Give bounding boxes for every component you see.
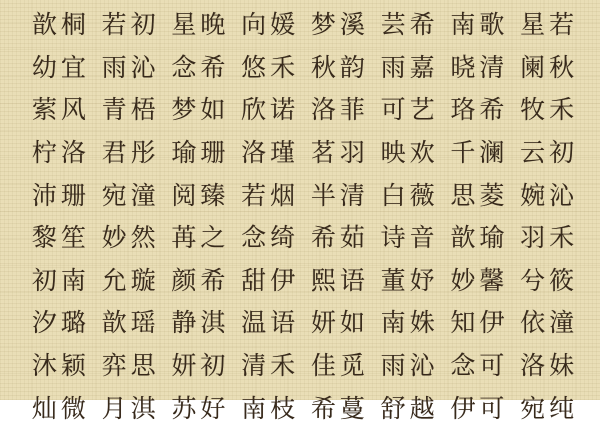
name-item: 熙语: [310, 267, 369, 295]
name-item: 希茹: [310, 225, 369, 253]
name-item: 阑秋: [520, 54, 579, 82]
name-item: 妍如: [310, 310, 369, 338]
name-item: 梦如: [171, 97, 230, 125]
name-item: 雨沁: [101, 54, 160, 82]
name-item: 兮筱: [520, 267, 579, 295]
name-item: 青梧: [101, 97, 160, 125]
name-item: 星若: [520, 12, 579, 40]
name-item: 南歌: [450, 12, 509, 40]
name-item: 念绮: [241, 225, 300, 253]
name-item: 南姝: [380, 310, 439, 338]
name-item: 千澜: [450, 140, 509, 168]
name-item: 半清: [310, 182, 369, 210]
name-item: 依潼: [520, 310, 579, 338]
name-item: 洛瑾: [241, 140, 300, 168]
name-item: 歆桐: [31, 12, 90, 40]
name-item: 汐璐: [31, 310, 90, 338]
name-item: 欣诺: [241, 97, 300, 125]
name-item: 歆瑶: [101, 310, 160, 338]
name-item: 茗羽: [310, 140, 369, 168]
name-item: 苒之: [171, 225, 230, 253]
name-item: 苏好: [171, 395, 230, 423]
name-item: 悠禾: [241, 54, 300, 82]
name-item: 阅臻: [171, 182, 230, 210]
name-item: 温语: [241, 310, 300, 338]
name-item: 向媛: [241, 12, 300, 40]
name-item: 若烟: [241, 182, 300, 210]
name-item: 希蔓: [310, 395, 369, 423]
name-item: 柠洛: [31, 140, 90, 168]
name-item: 董妤: [380, 267, 439, 295]
name-item: 歆瑜: [450, 225, 509, 253]
name-item: 沐颖: [31, 353, 90, 381]
name-item: 瑜珊: [171, 140, 230, 168]
name-item: 伊可: [450, 395, 509, 423]
name-item: 妙然: [101, 225, 160, 253]
name-item: 清禾: [241, 353, 300, 381]
name-item: 君彤: [101, 140, 160, 168]
name-item: 云初: [520, 140, 579, 168]
name-item: 允璇: [101, 267, 160, 295]
name-item: 白薇: [380, 182, 439, 210]
name-item: 念可: [450, 353, 509, 381]
name-item: 婉沁: [520, 182, 579, 210]
name-item: 南枝: [241, 395, 300, 423]
name-item: 灿微: [31, 395, 90, 423]
name-item: 舒越: [380, 395, 439, 423]
name-item: 知伊: [450, 310, 509, 338]
name-item: 洛妹: [520, 353, 579, 381]
name-item: 雨沁: [380, 353, 439, 381]
name-item: 弈思: [101, 353, 160, 381]
name-item: 黎笙: [31, 225, 90, 253]
name-item: 静淇: [171, 310, 230, 338]
name-item: 宛潼: [101, 182, 160, 210]
name-item: 若初: [101, 12, 160, 40]
name-item: 芸希: [380, 12, 439, 40]
name-item: 秋韵: [310, 54, 369, 82]
name-item: 念希: [171, 54, 230, 82]
name-item: 月淇: [101, 395, 160, 423]
name-item: 佳觅: [310, 353, 369, 381]
name-item: 晓清: [450, 54, 509, 82]
name-item: 甜伊: [241, 267, 300, 295]
name-item: 梦溪: [310, 12, 369, 40]
name-item: 宛纯: [520, 395, 579, 423]
name-item: 沛珊: [31, 182, 90, 210]
name-item: 雨嘉: [380, 54, 439, 82]
name-item: 映欢: [380, 140, 439, 168]
name-item: 羽禾: [520, 225, 579, 253]
name-item: 颜希: [171, 267, 230, 295]
name-item: 星晚: [171, 12, 230, 40]
name-item: 萦风: [31, 97, 90, 125]
name-item: 初南: [31, 267, 90, 295]
name-item: 诗音: [380, 225, 439, 253]
name-item: 可艺: [380, 97, 439, 125]
name-item: 妍初: [171, 353, 230, 381]
name-item: 思菱: [450, 182, 509, 210]
name-item: 牧禾: [520, 97, 579, 125]
name-item: 妙馨: [450, 267, 509, 295]
name-item: 洛菲: [310, 97, 369, 125]
name-item: 珞希: [450, 97, 509, 125]
name-item: 幼宜: [31, 54, 90, 82]
